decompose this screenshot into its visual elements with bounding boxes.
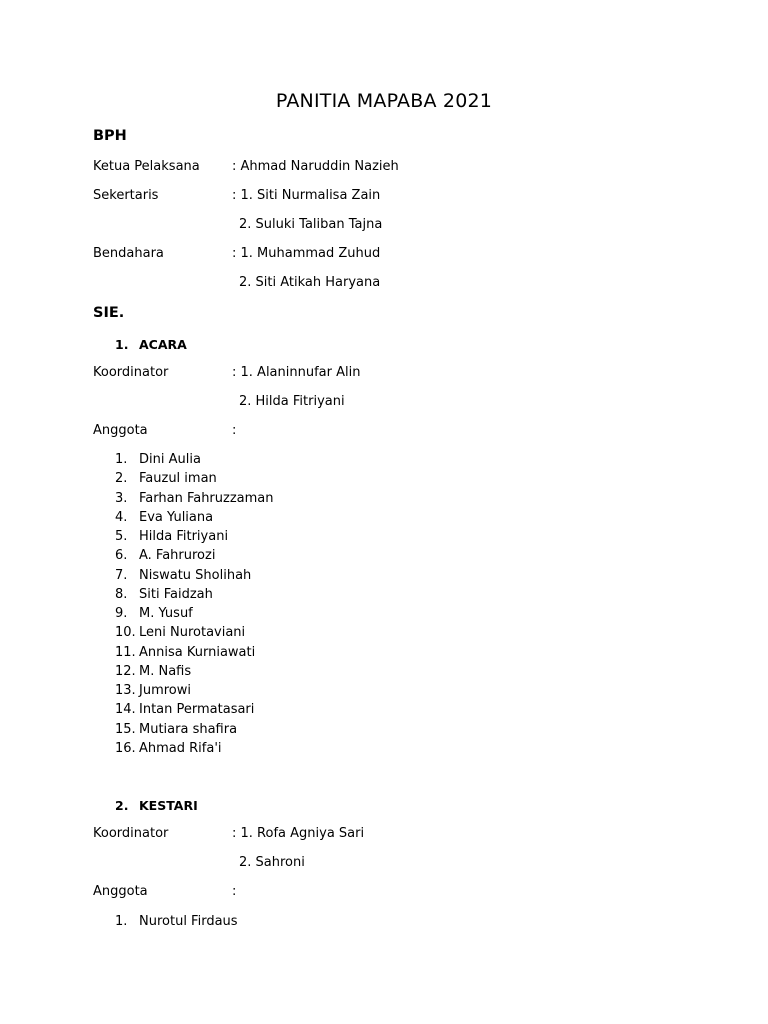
list-item [115,508,274,527]
list-item-number: 5. [115,529,128,544]
list-item-number: 3. [115,490,128,506]
list-item [115,912,238,931]
field-value-continued: 2. Sahroni [239,855,305,870]
list-item-number: 2. [115,471,128,487]
list-item [115,681,274,700]
list-item-name: Nurotul Firdaus [139,914,238,929]
list-item [115,643,274,662]
list-item-name: Jumrowi [139,683,191,698]
list-item [115,546,274,565]
list-item-name: Eva Yuliana [139,509,214,525]
list-item [115,604,274,623]
subsection-heading-acara [115,336,187,354]
list-item-number: 13. [115,683,136,698]
list-item-number: 9. [115,606,128,621]
list-item-number: 1. [115,452,128,467]
list-item-number: 6. [115,548,128,564]
list-item-number: 4. [115,509,128,525]
field-value: : 1. Muhammad Zuhud [232,246,381,261]
list-item [115,720,274,739]
list-item-name: Niswatu Sholihah [139,567,252,583]
list-item-number: 16. [115,740,136,756]
member-list-kestari [115,912,238,931]
member-list-acara [115,450,274,758]
section-heading-sie: SIE. [93,305,125,321]
list-item-name: Siti Faidzah [139,586,213,602]
subsection-number: 1. [115,337,129,352]
field-label: Anggota [93,423,148,438]
list-item [115,566,274,585]
list-item-number: 15. [115,721,136,737]
list-item-number: 1. [115,914,128,929]
list-item-name: Leni Nurotaviani [139,625,246,641]
field-value: : Ahmad Naruddin Nazieh [232,159,399,174]
page-title: PANITIA MAPABA 2021 [275,90,493,112]
list-item-number: 12. [115,663,136,679]
list-item [115,739,274,758]
list-item-name: Hilda Fitriyani [139,529,229,544]
list-item [115,450,274,469]
field-value: : 1. Rofa Agniya Sari [232,826,365,841]
field-value: : [232,884,237,899]
list-item [115,469,274,488]
field-value: : [232,423,237,438]
field-label: Koordinator [93,365,169,380]
list-item [115,662,274,681]
field-label: Koordinator [93,826,169,841]
field-label: Bendahara [93,246,164,261]
list-item-name: M. Nafis [139,663,192,679]
list-item-name: Annisa Kurniawati [139,644,256,660]
list-item-name: Ahmad Rifa'i [139,740,222,756]
list-item [115,585,274,604]
list-item [115,700,274,719]
subsection-title: ACARA [139,337,187,352]
list-item-number: 11. [115,644,136,660]
list-item-number: 7. [115,567,128,583]
list-item-name: Fauzul iman [139,471,217,487]
field-value-continued: 2. Hilda Fitriyani [239,394,345,409]
subsection-number: 2. [115,798,129,813]
list-item-name: Intan Permatasari [139,702,255,718]
list-item [115,489,274,508]
list-item [115,623,274,642]
field-value-continued: 2. Suluki Taliban Tajna [239,217,383,232]
list-item [115,527,274,546]
list-item-number: 8. [115,586,128,602]
field-value-continued: 2. Siti Atikah Haryana [239,275,381,290]
subsection-heading-kestari [115,797,198,815]
list-item-name: M. Yusuf [139,606,193,621]
list-item-name: Farhan Fahruzzaman [139,490,274,506]
subsection-title: KESTARI [139,798,198,813]
section-heading-bph: BPH [93,128,127,144]
field-label: Ketua Pelaksana [93,159,200,174]
field-label: Anggota [93,884,148,899]
field-value: : 1. Alaninnufar Alin [232,365,361,380]
field-label: Sekertaris [93,188,159,203]
list-item-name: Mutiara shafira [139,721,238,737]
field-value: : 1. Siti Nurmalisa Zain [232,188,381,203]
list-item-name: Dini Aulia [139,452,201,467]
list-item-number: 14. [115,702,136,718]
list-item-number: 10. [115,625,136,641]
list-item-name: A. Fahrurozi [139,548,216,564]
